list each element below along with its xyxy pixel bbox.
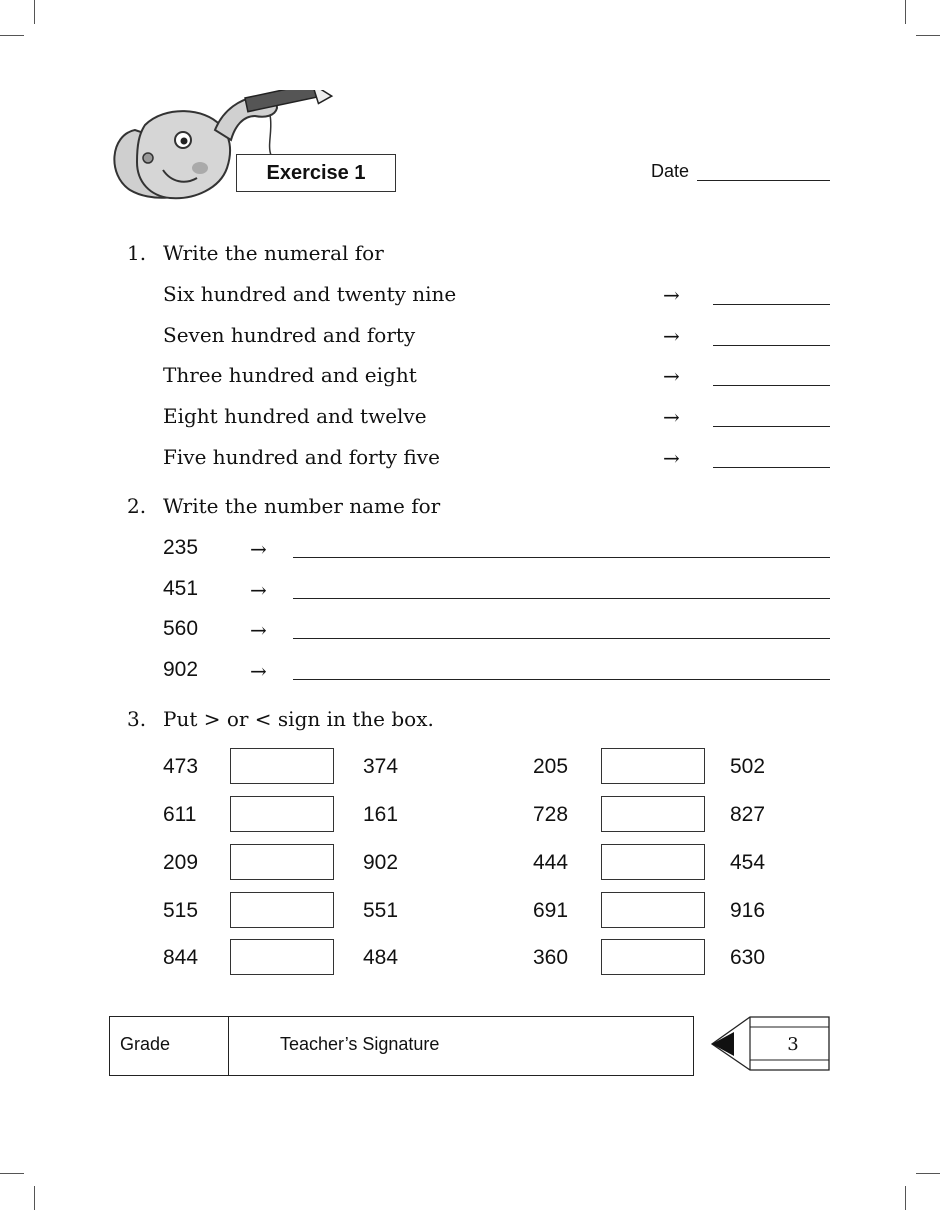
arrow-icon: →	[663, 324, 680, 348]
grade-label: Grade	[120, 1034, 171, 1054]
compare-box[interactable]	[601, 796, 705, 832]
q3-right-a: 360	[533, 946, 569, 969]
q2-answer-line[interactable]	[293, 679, 830, 680]
crop-mark-top-right-h	[916, 35, 940, 36]
compare-box[interactable]	[230, 939, 334, 975]
compare-box[interactable]	[601, 939, 705, 975]
q1-item: Three hundred and eight	[163, 363, 417, 387]
q2-answer-line[interactable]	[293, 598, 830, 599]
crop-mark-top-left-h	[0, 35, 24, 36]
q3-left-a: 611	[163, 803, 197, 826]
q3-left-b: 484	[363, 946, 399, 969]
q1-item: Six hundred and twenty nine	[163, 282, 457, 306]
q1-prompt: Write the numeral for	[163, 241, 384, 265]
q1-item: Five hundred and forty five	[163, 445, 440, 469]
q3-right-a: 205	[533, 755, 569, 778]
q2-number-item: 560	[163, 617, 199, 640]
q1-answer-line[interactable]	[713, 426, 830, 427]
arrow-icon: →	[663, 405, 680, 429]
arrow-icon: →	[663, 364, 680, 388]
date-label: Date	[651, 161, 690, 181]
arrow-icon: →	[663, 283, 680, 307]
crop-mark-top-right-v	[905, 0, 906, 24]
q1-answer-line[interactable]	[713, 345, 830, 346]
q2-number-item: 451	[163, 577, 199, 600]
q2-answer-line[interactable]	[293, 557, 830, 558]
q2-number-item: 902	[163, 658, 199, 681]
q3-right-b: 454	[730, 851, 766, 874]
exercise-title: Exercise 1	[236, 154, 396, 192]
crop-mark-bottom-right-h	[916, 1173, 940, 1174]
q2-prompt: Write the number name for	[163, 494, 441, 518]
q3-left-b: 161	[363, 803, 399, 826]
compare-box[interactable]	[230, 892, 334, 928]
crop-mark-bottom-left-h	[0, 1173, 24, 1174]
q1-item: Eight hundred and twelve	[163, 404, 427, 428]
compare-box[interactable]	[230, 796, 334, 832]
q3-left-a: 515	[163, 899, 199, 922]
q3-right-b: 827	[730, 803, 766, 826]
teacher-signature-label: Teacher’s Signature	[280, 1034, 440, 1054]
q3-right-b: 916	[730, 899, 766, 922]
compare-box[interactable]	[601, 844, 705, 880]
q3-left-a: 844	[163, 946, 199, 969]
q2-answer-line[interactable]	[293, 638, 830, 639]
page-number: 3	[787, 1034, 799, 1055]
arrow-icon: →	[663, 446, 680, 470]
q3-left-b: 374	[363, 755, 399, 778]
q3-right-a: 691	[533, 899, 569, 922]
q3-left-a: 473	[163, 755, 199, 778]
q2-number-item: 235	[163, 536, 199, 559]
footer-divider	[228, 1016, 229, 1076]
q3-left-b: 902	[363, 851, 399, 874]
crop-mark-top-left-v	[34, 0, 35, 24]
q3-prompt: Put > or < sign in the box.	[163, 707, 434, 731]
crop-mark-bottom-left-v	[34, 1186, 35, 1210]
arrow-icon: →	[250, 537, 267, 561]
arrow-icon: →	[250, 618, 267, 642]
q1-answer-line[interactable]	[713, 467, 830, 468]
compare-box[interactable]	[230, 748, 334, 784]
q2-number: 2.	[127, 494, 147, 518]
q3-right-b: 502	[730, 755, 766, 778]
date-field[interactable]	[697, 180, 830, 181]
arrow-icon: →	[250, 578, 267, 602]
q3-right-b: 630	[730, 946, 766, 969]
q3-left-b: 551	[363, 899, 399, 922]
q3-right-a: 728	[533, 803, 569, 826]
q1-item: Seven hundred and forty	[163, 323, 416, 347]
q3-left-a: 209	[163, 851, 199, 874]
q3-number: 3.	[127, 707, 147, 731]
crop-mark-bottom-right-v	[905, 1186, 906, 1210]
compare-box[interactable]	[601, 748, 705, 784]
compare-box[interactable]	[601, 892, 705, 928]
q1-answer-line[interactable]	[713, 385, 830, 386]
q3-right-a: 444	[533, 851, 569, 874]
arrow-icon: →	[250, 659, 267, 683]
q1-answer-line[interactable]	[713, 304, 830, 305]
compare-box[interactable]	[230, 844, 334, 880]
q1-number: 1.	[127, 241, 147, 265]
